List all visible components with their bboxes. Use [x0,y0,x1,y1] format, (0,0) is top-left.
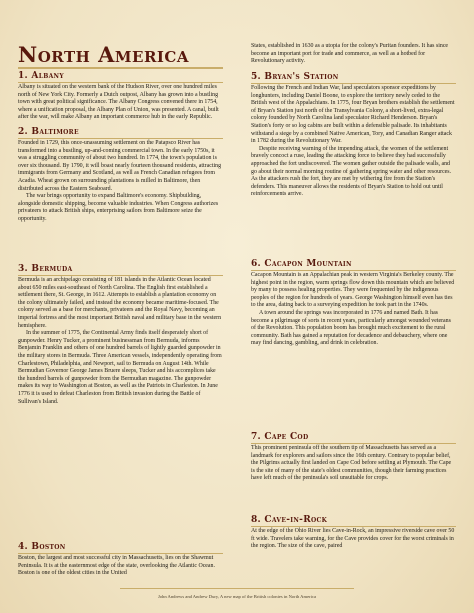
section-boston-continued [251,42,456,66]
section-heading: 7. Cape Cod [251,432,456,444]
section-bermuda [18,264,223,406]
section-heading: 4. Boston [18,542,223,554]
section-paragraph: Albany is situated on the western bank of the Hudson River, over one hundred miles north of New York City. Formerly a Dutch outpost, Albany has grown into a bustling town with great political significance. The Albany Congress convened there in 1754, where a unification proposal, the Albany Plan of Union, was presented. A canal, built after the war, will make Albany an important commerce hub in the early Republic. [18,84,219,121]
section-paragraph: Bermuda is an archipelago consisting of 181 islands in the Atlantic Ocean located about 650 miles east-southeast of North Carolina. The English first established a settlement there, St. George, in 1612. Attempts to establish a plantation economy on the colony ultimately failed, and instead the economy became maritime-focused. The colony served as a base for merchants, privateers and the Royal Navy, becoming an imperial fortress and the most important British naval and military base in the western hemisphere. [18,277,222,329]
section-heading: 8. Cave-in-Rock [251,515,456,527]
section-paragraph: Following the French and Indian War, land speculators sponsor expeditions by longhunters, including Daniel Boone, to explore the territory newly ceded to the British west of the Appalachians. In 1775, four Bryan brothers establish the settlement of Bryan's Station just north of the Transylvania Colony, a short-lived, extra-legal colony founded by North Carolina land speculator Richard Henderson. Bryan's Station's forty or so log cabins are built within a defensible palisade. Its inhabitants withstand a siege by a combined Native American, Tory, and Canadian Ranger attack in 1782 during the Revolutionary War. [251,85,455,145]
section-heading: 2. Baltimore [18,127,223,139]
section-heading: 3. Bermuda [18,264,223,276]
section-cacapon-mountain [251,259,456,348]
title-divider [18,67,223,69]
section-paragraph: This prominent peninsula off the southern tip of Massachusetts has served as a landmark for explorers and sailors since the 16th century. Contrary to popular belief, the Pilgrims actually first landed on Cape Cod before settling at Plymouth. The Cape is the site of many of the state's oldest communities, though their farming practices have left much of the peninsula's soil unsuitable for crops. [251,445,452,482]
section-albany [18,71,223,122]
section-paragraph: The war brings opportunity to expand Baltimore's economy. Shipbuilding, alongside domestic shipping, become valuable industries. When Congress authorizes privateers to attack British ships, enterprising sailors from Baltimore seize the opportunity. [18,193,219,222]
footer-divider [120,588,354,589]
section-cave-in-rock [251,515,456,551]
page-title: North America [18,42,189,67]
section-paragraph: At the edge of the Ohio River lies Cave-in-Rock, an impressive riverside cave over 50 ft wide. Travelers take warning, for the Cave provides cover for the worst criminals in the region. The size of the cave, paired [251,528,455,550]
section-paragraph: Boston, the largest and most successful city in Massachusetts, lies on the Shawmut Peninsula. It is at the easternmost edge of the state, overlooking the Atlantic Ocean. Boston is one of the oldest cities in the United [18,555,215,577]
section-paragraph: A town around the springs was incorporated in 1776 and named Bath. It has become a pilgrimage of sorts in recent years, particularly amongst wounded veterans of the Revolution. This population boom has brought much excitement to the rural community. Bath has gained a reputation for decadence and debauchery, where one may find dancing, gambling, and drink in celebration. [251,309,451,347]
section-paragraph: In the summer of 1775, the Continental Army finds itself desperately short of gunpowder. Henry Tucker, a prominent businessman from Bermuda, informs Benjamin Franklin and others of one hundred barrels of lightly guarded gunpowder in the military stores in Bermuda. Three American vessels, independently operating from Charlestown, Philadelphia, and Newport, sail to Bermuda on August 14th. While Bermudian Governor George James Bruere sleeps, Tucker and his accomplices take the hundred barrels of gunpowder from the Bermudian magazine. The gunpowder makes its way to Washington at Boston, as well as the Patriots in Charleston. In June 1776 it is used to defeat Charleston from British invasion during the Battle of Sullivan's Island. [18,330,222,405]
section-bryans-station [251,72,456,199]
page-footer: John Andrews and Andrew Dury, A new map of the British colonies in North America [157,594,317,599]
section-heading: 6. Cacapon Mountain [251,259,456,271]
section-boston [18,542,223,578]
section-paragraph: Despite receiving warning of the impending attack, the women of the settlement bravely concoct a ruse, leading the attacking force to believe they had successfully approached the fort undiscovered. The women gather outside the palisade walls, and go about their normal morning routine of gathering spring water and other resources. As the attackers rush the fort, they are met by withering fire from the Station's defenders. This maneuver allows the residents of Bryan's Station to hold out until reinforcements arrive. [251,145,452,198]
section-heading: 5. Bryan's Station [251,72,456,84]
section-heading: 1. Albany [18,71,223,83]
section-baltimore [18,127,223,224]
section-paragraph: Cacapon Mountain is an Appalachian peak in western Virginia's Berkeley county. The highest point in the region, warm springs flow down this mountain which are believed by many to possess healing properties. They were frequented by the indigenous peoples of the region for hundreds of years. George Washington himself even has ties to the area, dating back to a surveying expedition he took part in the 1740s. [251,272,455,309]
section-paragraph: States, established in 1630 as a utopia for the colony's Puritan founders. It has since become an important port for trade and commerce, as well as a hotbed for Revolutionary activity. [251,43,449,65]
section-cape-cod [251,432,456,483]
section-paragraph: Founded in 1729, this once-unassuming settlement on the Patapsco River has transformed into a bustling, up-and-coming commercial town. In the early 1750s, it was a struggling community of about two hundred. In 1774, the town's population is over six thousand. By 1790, it will boast nearly fourteen thousand residents, attracting immigrants from Germany and Scotland, as well as French Canadian refugees from Acadia. Wheat grown on surrounding plantations is milled in Baltimore, then distributed across the Eastern Seaboard. [18,140,222,192]
